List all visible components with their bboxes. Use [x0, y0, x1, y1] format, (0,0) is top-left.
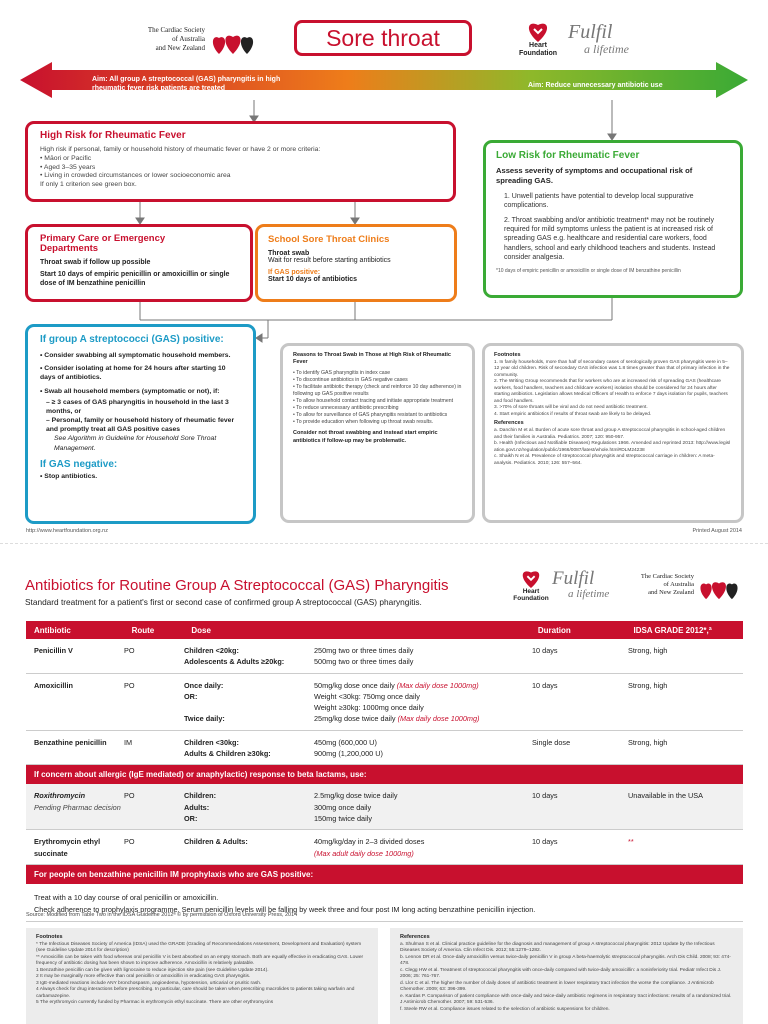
- csanz-logo-line: and New Zealand: [648, 589, 694, 597]
- gas-negative-bullet: • Stop antibiotics.: [40, 472, 98, 480]
- dose-max: (Max daily dose 1000mg): [396, 680, 479, 690]
- reference-item: a. Danchin M et al. Burden of acute sore throat and group A streptococcal pharyngitis in school-aged children and their families in Australia. Pediatrics. 2007; 120: 950-957.: [494, 428, 726, 440]
- duration-cell: 10 days: [532, 646, 558, 655]
- primary-care-line: Start 10 days of empiric penicillin or amoxicillin or single dose of IM benzathine penicillin: [40, 270, 230, 288]
- school-clinics-line: If GAS positive:: [268, 269, 321, 276]
- prophylaxis-band: For people on benzathine penicillin IM prophylaxis who are GAS positive:: [26, 865, 743, 884]
- col-header-route: Route: [131, 625, 155, 635]
- dose-value: Weight <30kg: 750mg once daily: [314, 691, 420, 701]
- reasons-item: • To allow for surveillance of GAS pharyngitis resistant to antibiotics: [293, 412, 448, 419]
- heart-foundation-line: Heart: [522, 588, 540, 595]
- duration-cell: 10 days: [532, 837, 558, 847]
- school-clinics-title: School Sore Throat Clinics: [268, 234, 390, 245]
- antibiotic-name: Erythromycin ethyl succinate: [34, 837, 101, 858]
- high-risk-intro: High risk if personal, family or household history of rheumatic fever or have 2 or more criteria:: [40, 146, 321, 153]
- aim-left-text: Aim: All group A streptococcal (GAS) pharyngitis in high rheumatic fever risk patients are treated: [92, 76, 281, 93]
- csanz-logo-line: and New Zealand: [155, 43, 205, 52]
- dose-label: OR:: [184, 691, 198, 701]
- dose-value: Weight ≥30kg: 1000mg once daily: [314, 703, 424, 713]
- antibiotic-name: Amoxicillin: [34, 680, 73, 690]
- table-row: [26, 784, 743, 830]
- primary-care-line: Throat swab if follow up possible: [40, 258, 151, 266]
- reference-item: c. Shaikh N et al. Prevalence of streptococcal pharyngitis and streptococcal carriage in children: A meta-analysis. Pediatrics. 2010; 126: 557–564.: [494, 454, 715, 466]
- footnotes-title: Footnotes: [494, 352, 521, 358]
- antibiotic-name: Benzathine penicillin: [34, 737, 107, 747]
- bottom-reference-item: a. Shulman S et al. Clinical practice guideline for the diagnosis and management of group A streptococcal pharyngitis: 2012 Update by the Infectious Diseases Society of America. Clin Infect Dis. 2012; 55:1279–1282.: [400, 942, 715, 954]
- bottom-reference-item: b. Lennon DR et al. Once-daily amoxicillin versus twice-daily penicillin V in group A beta-haemolytic streptococcal pharyngitis. Arch Dis Child. 2008; 93: 474-478.: [400, 954, 731, 967]
- reasons-item: • To provide education when following up throat swab results.: [293, 419, 434, 426]
- antibiotics-title: Antibiotics for Routine Group A Streptococcal (GAS) Pharyngitis: [25, 577, 449, 594]
- bottom-references-title: References: [400, 934, 430, 940]
- school-clinics-line: Start 10 days of antibiotics: [268, 276, 358, 283]
- antibiotic-name: Roxithromycin: [34, 791, 86, 801]
- fulfil-logo: [552, 569, 632, 607]
- bottom-footnote-item: 4 Always check for drug interactions before prescribing. In particular, care should be taken when prescribing macrolides to patients taking warfarin and carbamazepine.: [36, 987, 355, 999]
- dose-value: 450mg (600,000 U): [314, 737, 377, 747]
- antibiotic-name: Penicillin V: [34, 646, 73, 655]
- fulfil-logo-tagline: a lifetime: [568, 588, 610, 600]
- low-risk-footnote: *10 days of empiric penicillin or amoxicillin or single dose of IM benzathine penicillin: [496, 267, 681, 274]
- heart-foundation-line: Heart: [529, 42, 547, 49]
- bottom-reference-item: f. Steele RW et al. Compliance issues related to the selection of antibiotic suspensions for children.: [400, 1006, 610, 1012]
- dose-label: OR:: [184, 813, 198, 823]
- dose-label: Children <30kg:: [184, 737, 239, 747]
- dose-value: 150mg twice daily: [314, 813, 372, 823]
- bottom-reference-item: e. Kardas P. Comparison of patient compliance with once-daily and twice-daily antibiotic regimens in respiratory tract infections: results of a randomized trial. J Antimicrob Chemother. 2007; 59: 531-536.: [400, 993, 732, 1006]
- reasons-item: • To identify GAS pharyngitis in index case: [293, 370, 391, 377]
- table-row: [26, 639, 743, 674]
- antibiotics-subtitle: Standard treatment for a patient's first or second case of confirmed group A streptococcal (GAS) pharyngitis.: [25, 597, 422, 607]
- high-risk-criterion: • Living in crowded circumstances or lower socioeconomic area: [40, 172, 231, 180]
- fulfil-logo-tagline: a lifetime: [584, 42, 629, 56]
- high-risk-criterion: • Aged 3–35 years: [40, 163, 96, 171]
- dose-value: 40mg/kg/day in 2–3 divided doses: [314, 837, 425, 847]
- low-risk-title: Low Risk for Rheumatic Fever: [496, 150, 640, 161]
- reasons-title: Reasons to Throat Swab in Those at High Risk of Rheumatic Fever: [293, 352, 451, 366]
- duration-cell: Single dose: [532, 737, 571, 747]
- dose-label: Children:: [184, 791, 217, 801]
- dose-value: 500mg two or three times daily: [314, 657, 414, 667]
- heart-foundation-line: Foundation: [513, 595, 549, 603]
- gas-positive-title: If group A streptococci (GAS) positive:: [40, 334, 224, 345]
- reasons-note: Consider not throat swabbing and instead start empiric antibiotics if follow-up may be problematic.: [293, 430, 438, 444]
- primary-care-box: [25, 224, 253, 302]
- bottom-reference-item: d. Llor C et al. The higher the number of daily doses of antibiotic treatment in lower respiratory tract infection the worse the compliance. J Antimicrob Chemother. 2009; 63: 396-399.: [400, 980, 714, 993]
- dose-value: 900mg (1,200,000 U): [314, 749, 383, 759]
- dose-value: 2.5mg/kg dose twice daily: [314, 791, 398, 801]
- dose-value: 25mg/kg dose twice daily: [314, 714, 396, 724]
- heart-foundation-icon: [518, 568, 544, 588]
- dose-value: 300mg once daily: [314, 802, 372, 812]
- aim-right-text: Aim: Reduce unnecessary antibiotic use: [528, 82, 663, 89]
- dose-label: Adults:: [184, 802, 210, 812]
- duration-cell: 10 days: [532, 680, 558, 690]
- dose-label: Children <20kg:: [184, 646, 239, 655]
- dose-value: 250mg two or three times daily: [314, 646, 414, 655]
- dose-label: Twice daily:: [184, 714, 225, 724]
- low-risk-point: 2. Throat swabbing and/or antibiotic treatment* may not be routinely required for mild symptoms unless the patient is at increased risk of spreading GAS e.g. healthcare and residential care workers, food handlers, school and early childhood teachers and students. Instead consider analgesia.: [504, 216, 716, 262]
- reasons-item: • To reduce unnecessary antibiotic prescribing: [293, 405, 399, 412]
- low-risk-subtitle: Assess severity of symptoms and occupational risk of spreading GAS.: [496, 166, 693, 185]
- route-cell: PO: [124, 680, 135, 690]
- reasons-item: • To allow household contact tracing and initiate appropriate treatment: [293, 398, 454, 405]
- bottom-footnote-item: 1 Benzathine penicillin can be given with lignocaine to reduce injection site pain (see Guideline Update 2014).: [36, 967, 269, 973]
- csanz-logo-line: of Australia: [663, 581, 694, 589]
- school-clinics-line: Throat swab: [268, 250, 310, 257]
- bottom-footnote-item: 3 IgE-mediated reactions include ANY bronchospasm, angioedema, hypotension, urticarial or pruritic rash.: [36, 980, 262, 986]
- prophylaxis-line: Treat with a 10 day course of oral penicillin or amoxicillin.: [34, 892, 219, 902]
- page-divider: [0, 543, 768, 556]
- fulfil-logo-word: Fulfil: [552, 568, 595, 589]
- high-risk-note: If only 1 criterion see green box.: [40, 181, 137, 189]
- table-row: [26, 830, 743, 865]
- reasons-box: [280, 343, 475, 523]
- col-header-dose: Dose: [191, 625, 211, 635]
- table-header: [26, 621, 743, 639]
- dose-label: Adolescents & Adults ≥20kg:: [184, 657, 285, 667]
- col-header-antibiotic: Antibiotic: [34, 625, 71, 635]
- high-risk-box: [25, 121, 456, 202]
- gas-positive-bullet: • Consider swabbing all symptomatic household members.: [40, 352, 231, 359]
- gas-positive-box: [25, 324, 256, 524]
- col-header-duration: Duration: [537, 625, 571, 635]
- dose-label: Children & Adults:: [184, 837, 248, 847]
- table-row: [26, 674, 743, 731]
- gas-positive-see: See Algorithm in Guideline for Household Sore Throat Management.: [54, 435, 217, 452]
- grade-cell: Strong, high: [628, 680, 668, 690]
- route-cell: IM: [124, 737, 133, 747]
- dose-max: (Max adult daily dose 1000mg): [314, 848, 414, 858]
- footnote-item: 2. The Writing Group recommends that for workers who are at increased risk of spreading GAS (healthcare workers, food handlers, teachers and childcare workers) isolation should be considered for 24 hours after starting antibiotics. Legislation allows Medical Officers of Health to enforce 7 days isolation for pupils, teachers and food handlers.: [494, 379, 728, 404]
- school-clinics-line: Wait for result before starting antibiotics: [268, 257, 391, 264]
- csanz-hearts-icon: [698, 577, 740, 601]
- footer-url[interactable]: http://www.heartfoundation.org.nz: [26, 528, 108, 534]
- dose-label: Adults & Children ≥30kg:: [184, 749, 271, 759]
- bottom-footnotes-title: Footnotes: [36, 934, 63, 940]
- gas-positive-sub: – Personal, family or household history of rheumatic fever and promptly treat all GAS positive cases: [46, 417, 235, 434]
- allergy-band: If concern about allergic (IgE mediated) or anaphylactic) response to beta lactams, use:: [26, 765, 743, 784]
- prophylaxis-line: Check adherence to prophylaxis programme. Serum penicillin levels will be falling by week three and four post IM long acting benzathine penicillin injection.: [34, 904, 536, 914]
- antibiotics-table: [26, 621, 743, 922]
- csanz-logo-line: The Cardiac Society: [147, 26, 205, 34]
- grade-cell: Strong, high: [628, 737, 668, 747]
- fulfil-logo-word: Fulfil: [568, 21, 613, 43]
- col-header-grade: IDSA GRADE 2012*,ª: [633, 625, 712, 635]
- route-cell: PO: [124, 837, 135, 847]
- dose-value: 50mg/kg dose once daily: [314, 680, 395, 690]
- grade-cell: Unavailable in the USA: [628, 791, 704, 801]
- bottom-footnote-item: ** Amoxicillin can be taken with food whereas oral penicillin V is best absorbed on an empty stomach. Both are equally effective in eradicating GAS. Lower frequency of antibiotic dosing has been shown to improve adherence. Amoxicillin is relatively palatable.: [36, 954, 364, 967]
- bottom-footnotes-box: [26, 928, 378, 1024]
- gas-positive-bullet: • Consider isolating at home for 24 hours after starting 10 days of antibiotics.: [40, 365, 226, 382]
- footnote-item: 4. Start empiric antibiotics if results of throat swab are likely to be delayed.: [494, 411, 652, 417]
- csanz-logo-line: The Cardiac Society: [640, 573, 694, 580]
- heart-foundation-logo: [506, 568, 556, 608]
- footnote-item: 3. >70% of sore throats will be viral and do not need antibiotic treatment.: [494, 405, 648, 411]
- reference-item[interactable]: b. Health (Infectious and Notifiable Diseases) Regulations 1966. Amended and reprinted 2013: http://www.legislation.govt.nz/regulation/public/1966/0087/latest/whole.html#DLM24238: [494, 441, 731, 453]
- route-cell: PO: [124, 791, 135, 801]
- dose-label: Once daily:: [184, 680, 224, 690]
- bottom-footnote-item: * The Infectious Diseases Society of America (IDSA) used the GRADE (Grading of Recommendations Assessment, Development and Evaluation) system (see Guideline Update 2014 for description): [36, 942, 362, 954]
- references-title: References: [494, 420, 524, 427]
- reasons-item: • To facilitate antibiotic therapy (check and reinforce 10 day adherence) in following up GAS positive results: [293, 384, 462, 398]
- gas-positive-sub: – ≥ 3 cases of GAS pharyngitis in household in the last 3 months, or: [46, 398, 229, 415]
- bottom-footnote-item: 2 It may be marginally more effective than oral penicillin or amoxicillin in eradicating GAS pharyngitis.: [36, 974, 251, 980]
- footer-printed: Printed August 2014: [692, 528, 742, 534]
- antibiotic-note: Pending Pharmac decision: [34, 802, 121, 812]
- csanz-logo-line: of Australia: [172, 34, 205, 43]
- primary-care-title: Primary Care or Emergency Departments: [40, 233, 166, 254]
- duration-cell: 10 days: [532, 791, 558, 801]
- reasons-item: • To discontinue antibiotics in GAS negative cases: [293, 377, 408, 384]
- dose-max: (Max daily dose 1000mg): [397, 714, 480, 724]
- grade-cell: Strong, high: [628, 646, 668, 655]
- bottom-footnote-item: 5 The erythromycin currently funded by Pharmac is erythromycin ethyl succinate. There are other erythromycins: [36, 1000, 274, 1006]
- csanz-logo: [630, 573, 750, 607]
- table-row: [26, 731, 743, 766]
- bottom-reference-item: c. Clegg HW et al. Treatment of streptococcal pharyngitis with once-daily compared with twice-daily amoxicillin: a noninferiority trial. Pediatr Infect Dis J. 2006; 25: 761-767.: [400, 967, 722, 980]
- source-note: Source: Modified from Table Two in the IDSA Guideline 2012ª © by permission of Oxford University Press, 2014: [26, 912, 298, 918]
- footnotes-box: [482, 343, 744, 523]
- low-risk-box: [483, 140, 743, 298]
- grade-cell: **: [628, 837, 634, 847]
- school-clinics-box: [255, 224, 457, 302]
- route-cell: PO: [124, 646, 135, 655]
- footnote-item: 1. In family households, more than half of secondary cases of serologically proven GAS pharyngitis were in 5–12 year old children. Risk of secondary GAS infection was 1.8 times greater than that of primary infection in the community.: [494, 360, 730, 378]
- gas-negative-title: If GAS negative:: [40, 458, 118, 470]
- page-title-text: Sore throat: [326, 25, 440, 51]
- heart-foundation-line: Foundation: [518, 49, 558, 57]
- high-risk-criterion: • Māori or Pacific: [40, 154, 92, 162]
- bottom-references-box: [390, 928, 743, 1024]
- low-risk-point: 1. Unwell patients have potential to develop local suppurative complications.: [504, 192, 694, 210]
- gas-positive-bullet: • Swab all household members (symptomatic or not), if:: [40, 387, 220, 395]
- high-risk-title: High Risk for Rheumatic Fever: [40, 130, 186, 141]
